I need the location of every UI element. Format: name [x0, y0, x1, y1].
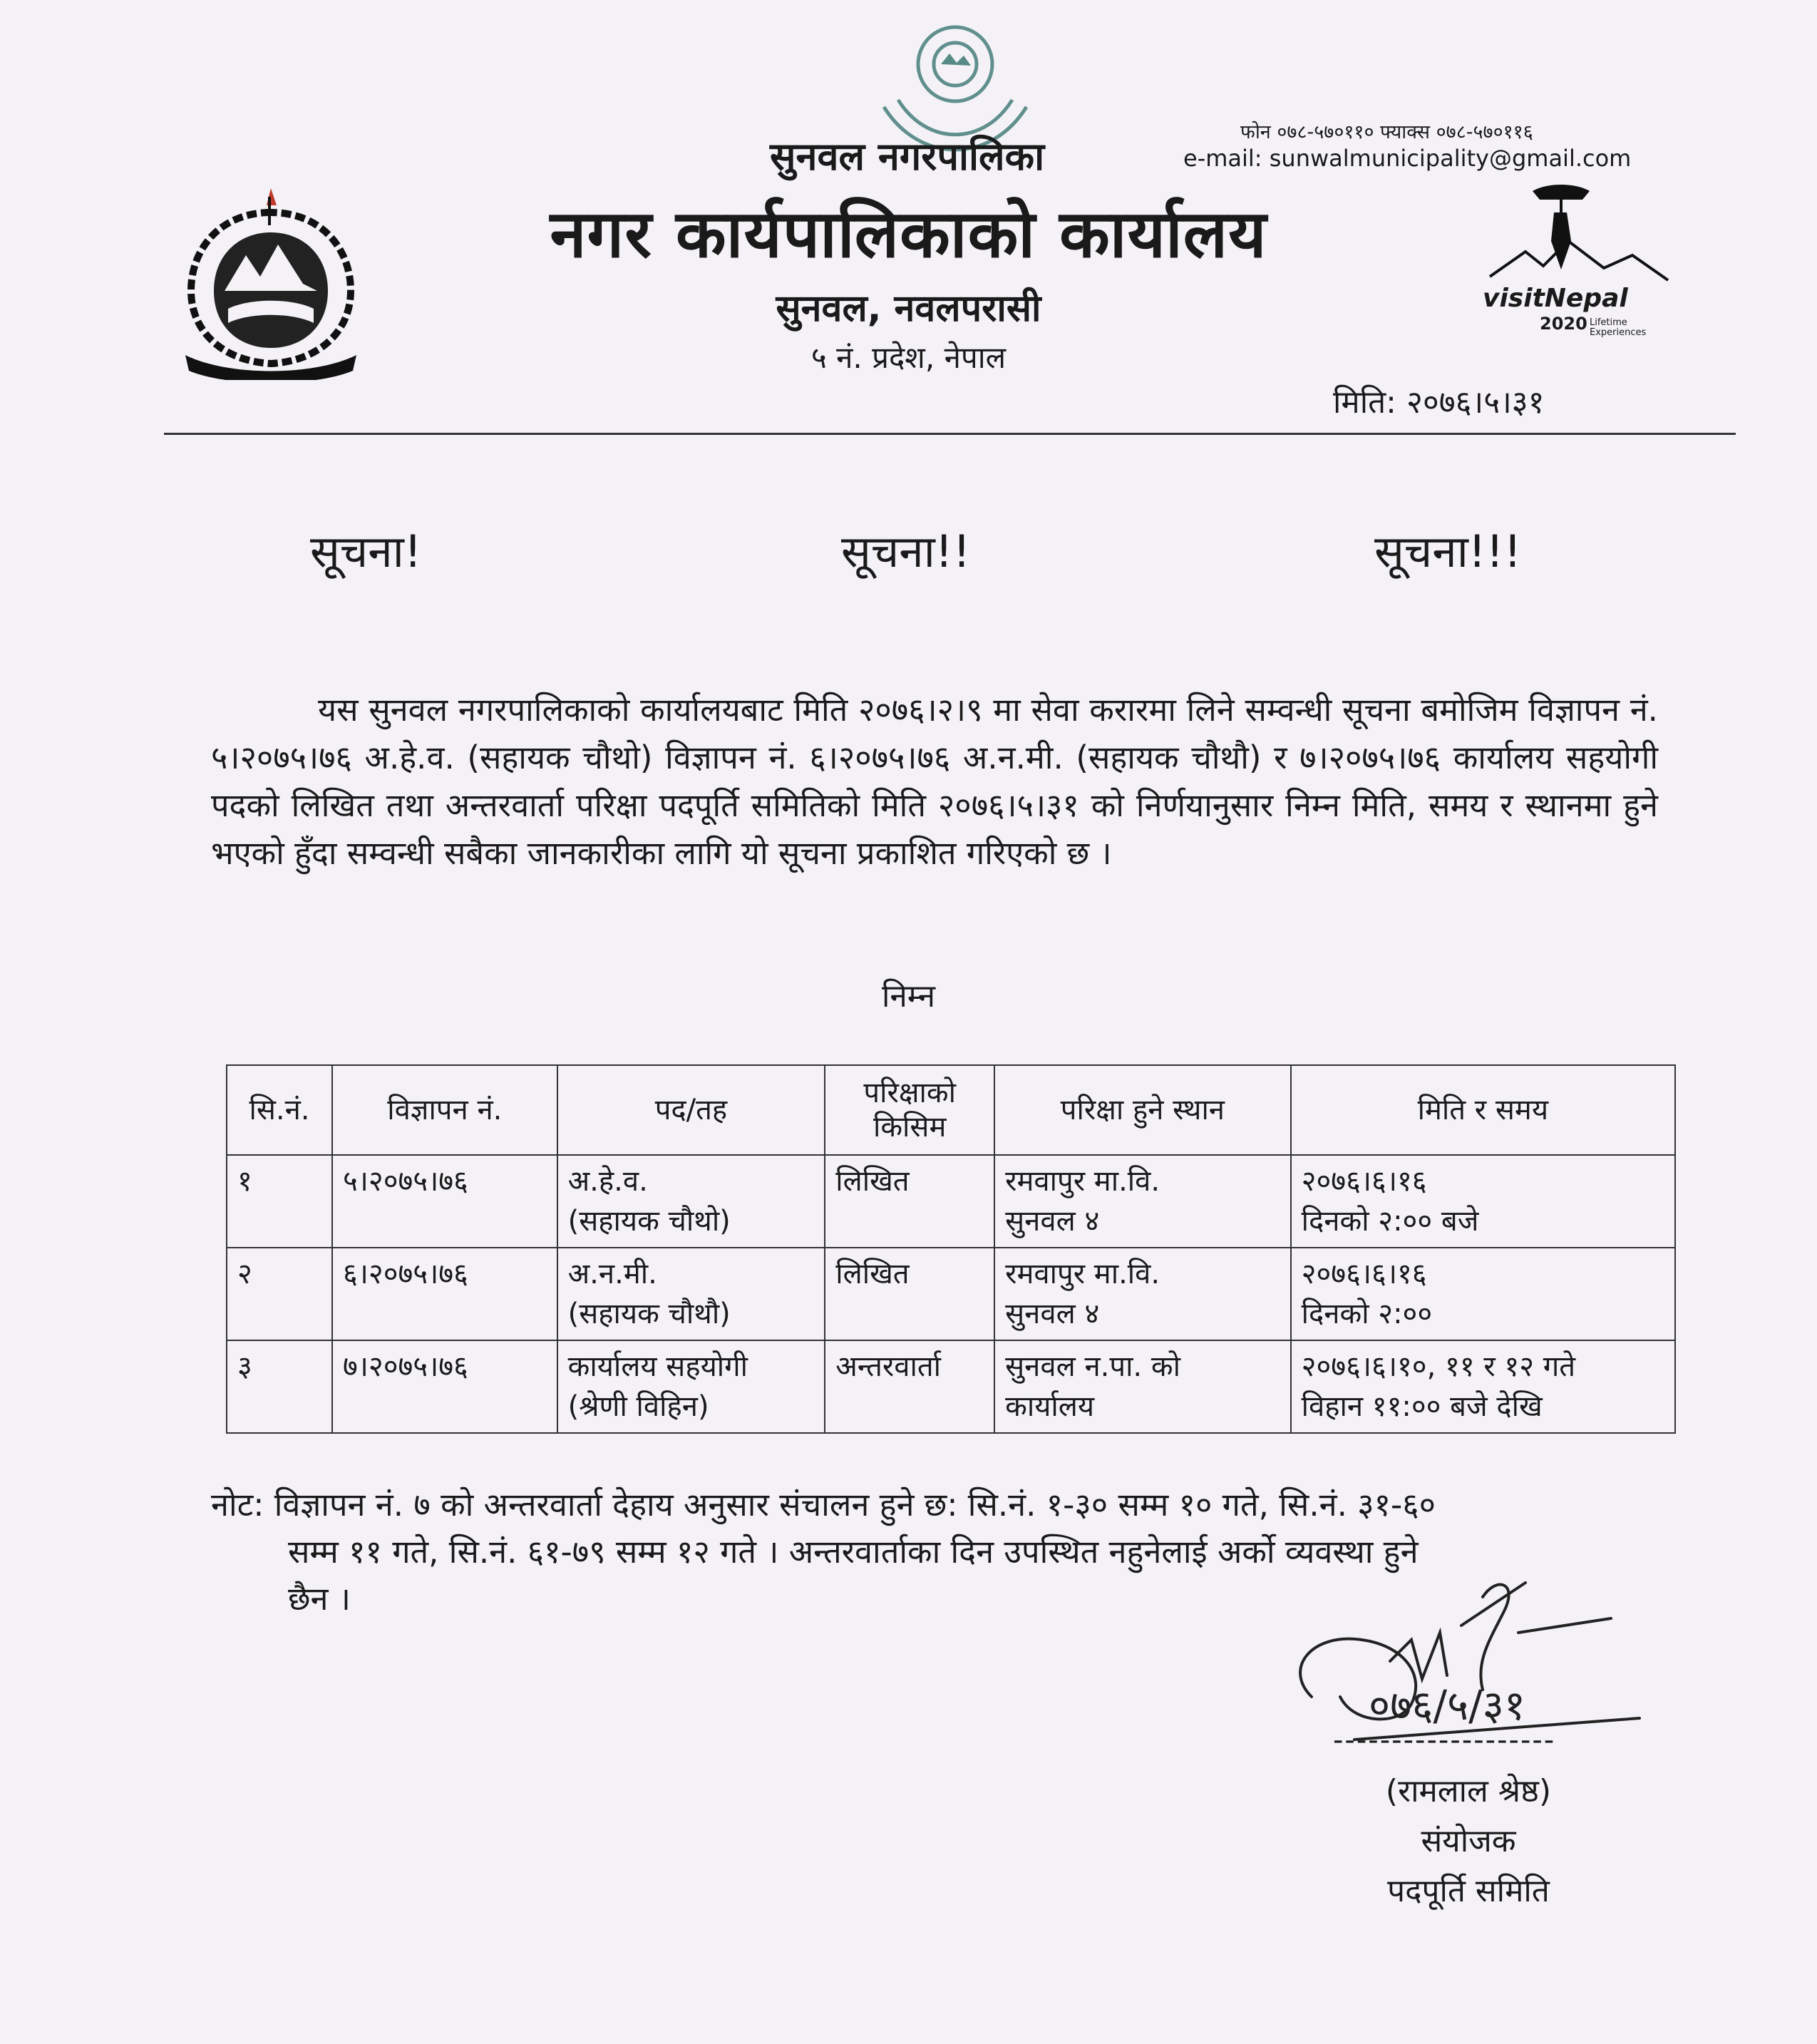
address: सुनवल, नवलपरासी: [776, 287, 1041, 330]
date-line: २०७६।६।१०, ११ र १२ गते: [1301, 1350, 1576, 1383]
col-header-venue: परिक्षा हुने स्थान: [994, 1065, 1291, 1155]
signature-line: -------------------: [1333, 1724, 1556, 1757]
cell-venue: [994, 1248, 1291, 1340]
cell-adv: ५।२०७५।७६: [332, 1155, 557, 1248]
col-header-post: पद/तह: [557, 1065, 825, 1155]
post-line: (सहायक चौथो): [567, 1205, 731, 1238]
schedule-table: [226, 1064, 1676, 1434]
venue-line: सुनवल ४: [1005, 1298, 1100, 1330]
cell-sn: २: [227, 1248, 332, 1340]
table-header-row: [227, 1065, 1675, 1155]
date-line: २०७६।६।१६: [1301, 1258, 1427, 1290]
cell-type: अन्तरवार्ता: [825, 1340, 994, 1433]
table-row: [227, 1155, 1675, 1248]
header-divider: [164, 433, 1736, 435]
venue-line: रमवापुर मा.वि.: [1005, 1165, 1160, 1198]
note-line: सम्म ११ गते, सि.नं. ६१-७९ सम्म १२ गते । अन्तरवार्ताका दिन उपस्थित नहुनेलाई अर्को व्यवस्था हुने: [288, 1533, 1419, 1571]
col-header-datetime: मिति र समय: [1291, 1065, 1675, 1155]
time-line: दिनको २:००: [1301, 1298, 1433, 1330]
venue-line: कार्यालय: [1005, 1390, 1095, 1423]
cell-post: [557, 1155, 825, 1248]
notice-body: यस सुनवल नगरपालिकाको कार्यालयबाट मिति २०७६।२।९ मा सेवा करारमा लिने सम्वन्धी सूचना बमोजिम विज्ञापन नं. ५।२०७५।७६ अ.हे.व. (सहायक चौथो) विज्ञापन नं. ६।२०७५।७६ अ.न.मी. (सहायक चौथौ) र ७।२०७५।७६ कार्यालय सहयोगी पदको लिखित तथा अन्तरवार्ता परिक्षा पदपूर्ति समितिको मिति २०७६।५।३१ को निर्णयानुसार निम्न मिति, समय र स्थानमा हुने भएको हुँदा सम्वन्धी सबैका जानकारीका लागि यो सूचना प्रकाशित गरिएको छ ।: [211, 691, 1658, 872]
province: ५ नं. प्रदेश, नेपाल: [810, 340, 1007, 375]
venue-line: सुनवल ४: [1005, 1205, 1100, 1238]
cell-type: लिखित: [825, 1248, 994, 1340]
cell-adv: ७।२०७५।७६: [332, 1340, 557, 1433]
notice-heading-2: सूचना!!: [841, 525, 971, 577]
signer-title: संयोजक: [1421, 1823, 1516, 1859]
col-header-type: परिक्षाको किसिम: [825, 1065, 994, 1155]
cell-post: [557, 1248, 825, 1340]
time-line: विहान ११:०० बजे देखि: [1301, 1390, 1543, 1423]
cell-datetime: [1291, 1155, 1675, 1248]
cell-type: लिखित: [825, 1155, 994, 1248]
signature-date: ०७६/५/३१: [1369, 1681, 1526, 1730]
date: मिति: २०७६।५।३१: [1333, 384, 1545, 421]
post-line: (सहायक चौथौ): [567, 1298, 731, 1330]
cell-sn: ३: [227, 1340, 332, 1433]
notice-heading-1: सूचना!: [310, 525, 422, 577]
cell-venue: [994, 1340, 1291, 1433]
col-header-sn: सि.नं.: [227, 1065, 332, 1155]
cell-datetime: [1291, 1340, 1675, 1433]
visit-nepal-logo-icon: [1483, 184, 1682, 341]
municipality-name: सुनवल नगरपालिका: [770, 134, 1045, 179]
visit-brand: Nepal: [1544, 284, 1628, 313]
col-header-adv: विज्ञापन नं.: [332, 1065, 557, 1155]
cell-datetime: [1291, 1248, 1675, 1340]
note-line: छैन ।: [288, 1580, 351, 1618]
cell-post: [557, 1340, 825, 1433]
cell-venue: [994, 1155, 1291, 1248]
post-line: अ.न.मी.: [567, 1258, 657, 1290]
post-line: अ.हे.व.: [567, 1165, 648, 1198]
post-line: (श्रेणी विहिन): [567, 1390, 709, 1423]
visit-tagline: Lifetime Experiences: [1590, 317, 1647, 338]
notice-heading-3: सूचना!!!: [1374, 525, 1522, 577]
email: e-mail: sunwalmunicipality@gmail.com: [1183, 145, 1632, 172]
signer-committee: पदपूर्ति समिति: [1387, 1873, 1550, 1909]
cell-adv: ६।२०७५।७६: [332, 1248, 557, 1340]
nimna-label: निम्न: [881, 978, 936, 1015]
cell-sn: १: [227, 1155, 332, 1248]
phone-fax: फोन ०७८-५७०११० फ्याक्स ०७८-५७०११६: [1240, 121, 1533, 143]
visit-year: 2020: [1540, 314, 1587, 334]
post-line: कार्यालय सहयोगी: [567, 1350, 748, 1383]
visit-text: visit: [1483, 284, 1545, 313]
signer-name: (रामलाल श्रेष्ठ): [1385, 1773, 1552, 1809]
venue-line: सुनवल न.पा. को: [1005, 1350, 1180, 1383]
venue-line: रमवापुर मा.वि.: [1005, 1258, 1160, 1290]
table-row: [227, 1248, 1675, 1340]
table-row: [227, 1340, 1675, 1433]
note-line: नोट: विज्ञापन नं. ७ को अन्तरवार्ता देहाय अनुसार संचालन हुने छ: सि.नं. १-३० सम्म १० गते, सि.नं. ३१-६०: [211, 1486, 1436, 1524]
office-title: नगर कार्यपालिकाको कार्यालय: [550, 196, 1267, 272]
time-line: दिनको २:०० बजे: [1301, 1205, 1479, 1238]
date-line: २०७६।६।१६: [1301, 1165, 1427, 1198]
